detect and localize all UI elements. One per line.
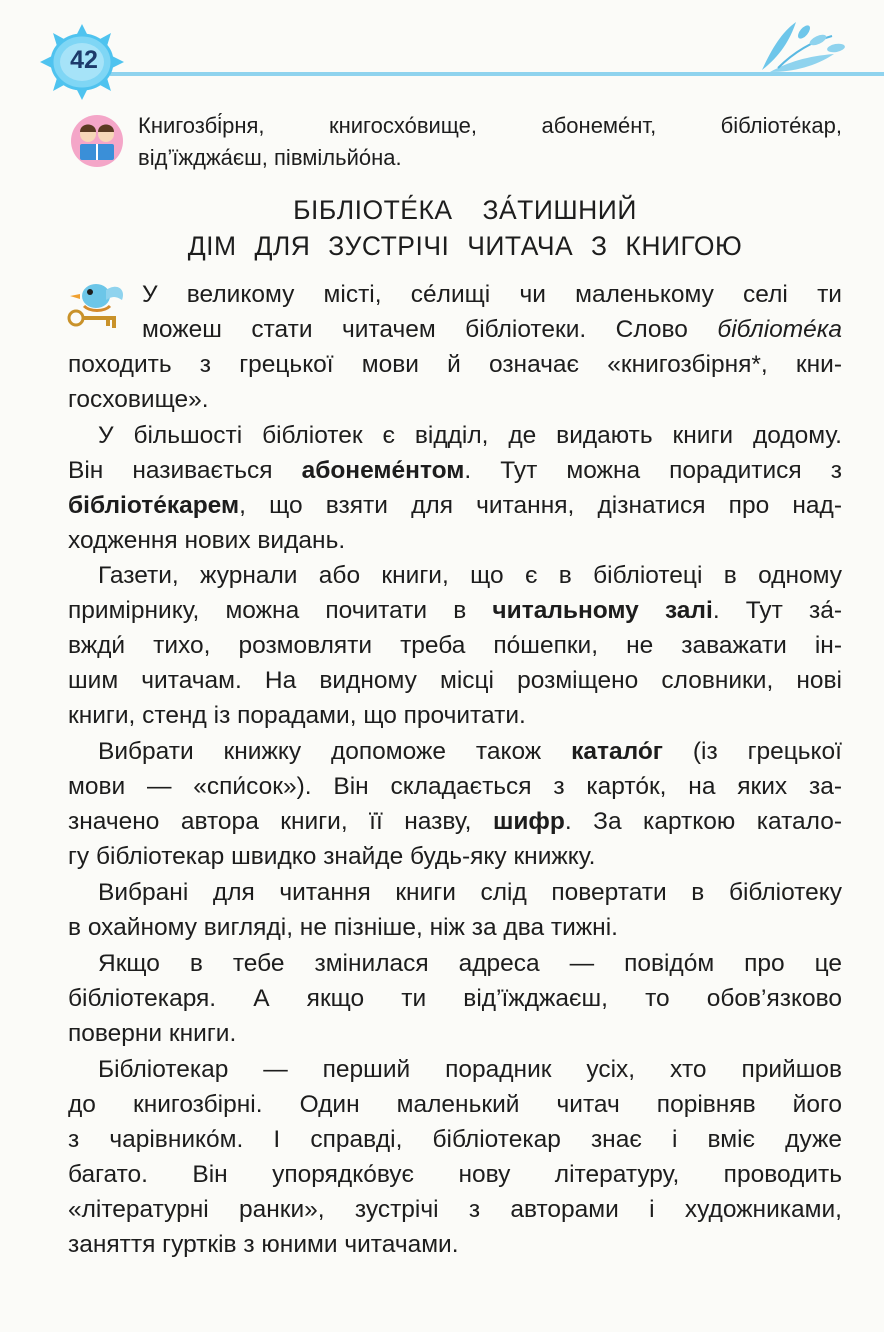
text-line: шим читачам. На видному місці розміщено словники, нові — [68, 667, 842, 694]
paragraph-5 — [68, 875, 842, 945]
vocabulary-line: від’їжджа́єш, півмільйо́на. — [138, 145, 402, 170]
text-run: , що взяти для читання, дізнатися про над- — [239, 492, 842, 519]
text-line: вжди́ тихо, розмовляти треба по́шепки, не заважати ін- — [68, 632, 842, 659]
text-line: У більшості бібліотек є відділ, де видають книги додому. — [98, 422, 842, 449]
bold-term: катало́г — [571, 738, 663, 765]
text-run: . За карткою катало- — [564, 808, 843, 835]
text-run: . Тут за́- — [712, 597, 842, 624]
text-line: з чарівнико́м. І справді, бібліотекар знає і вміє дуже — [68, 1126, 842, 1153]
text-line: походить з грецької мови й означає «книгозбірня*, кни- — [68, 351, 842, 378]
text-line: Газети, журнали або книги, що є в бібліотеці в одному — [98, 562, 842, 589]
bird-key-reading-icon — [66, 276, 130, 330]
text-line: заняття гуртків з юними читачами. — [68, 1231, 459, 1258]
children-reading-icon — [68, 114, 126, 168]
text-line: госховище». — [68, 386, 209, 413]
text-line: гу бібліотекар швидко знайде будь-яку книжку. — [68, 843, 596, 870]
text-line — [68, 593, 842, 628]
paragraph-2 — [68, 418, 842, 558]
paragraph-4 — [68, 734, 842, 874]
title-line: ДІМ ДЛЯ ЗУСТРІЧІ ЧИТАЧА З КНИГОЮ — [187, 231, 743, 261]
bold-term: бібліоте́карем — [68, 492, 240, 519]
text-line — [142, 312, 842, 347]
text-run: . Тут можна порадитися з — [464, 457, 842, 484]
text-line: У великому місті, се́лищі чи маленькому селі ти — [142, 281, 842, 308]
title-line: БІБЛІОТЕ́КА ЗА́ТИШНИЙ — [293, 195, 637, 225]
text-line: Вибрані для читання книги слід повертати в бібліотеку — [98, 879, 842, 906]
leaf-ornament-icon — [752, 18, 850, 74]
text-run: значено автора книги, її назву, — [68, 808, 493, 835]
paragraph-1-opening — [142, 277, 842, 347]
text-line — [68, 453, 842, 488]
text-line — [68, 488, 842, 523]
text-line: в охайному вигляді, не пізніше, ніж за два тижні. — [68, 914, 618, 941]
paragraph-1 — [68, 347, 842, 417]
page-title — [150, 192, 780, 264]
text-run: можеш стати читачем бібліотеки. Слово — [142, 316, 718, 343]
text-line: Якщо в тебе змінилася адреса — повідо́м про це — [98, 950, 842, 977]
text-line: ходження нових видань. — [68, 527, 346, 554]
bold-term: шифр — [492, 808, 565, 835]
text-run: Він називається — [68, 457, 302, 484]
text-line: поверни книги. — [68, 1020, 237, 1047]
text-line — [68, 734, 842, 769]
paragraph-6 — [68, 946, 842, 1051]
text-line — [68, 804, 842, 839]
text-line: мови — «спи́сок»). Він складається з карто́к, на яких за- — [68, 773, 842, 800]
text-run: Вибрати книжку допоможе також — [98, 738, 572, 765]
text-line: багато. Він упорядко́вує нову літературу, проводить — [68, 1161, 842, 1188]
text-run: (із грецької — [663, 738, 842, 765]
text-line: Бібліотекар — перший порадник усіх, хто прийшов — [98, 1056, 842, 1083]
text-line: «літературні ранки», зустрічі з авторами і художниками, — [68, 1196, 842, 1223]
text-line: бібліотекаря. А якщо ти від’їжджаєш, то обов’язково — [68, 985, 842, 1012]
text-line: книги, стенд із порадами, що прочитати. — [68, 702, 526, 729]
vocabulary-block — [138, 110, 842, 174]
text-line: до книгозбірні. Один маленький читач порівняв його — [68, 1091, 842, 1118]
bold-term: абонеме́нтом — [301, 457, 465, 484]
vocabulary-line: Книгозбі́рня, книгосхо́вище, абонеме́нт, бібліоте́кар, — [138, 113, 842, 138]
text-run: примірнику, можна почитати в — [68, 597, 493, 624]
page-number: 42 — [70, 46, 98, 74]
bold-term: читальному залі — [492, 597, 713, 624]
paragraph-3 — [68, 558, 842, 733]
italic-term: бібліоте́ка — [717, 316, 842, 343]
paragraph-7 — [68, 1052, 842, 1262]
